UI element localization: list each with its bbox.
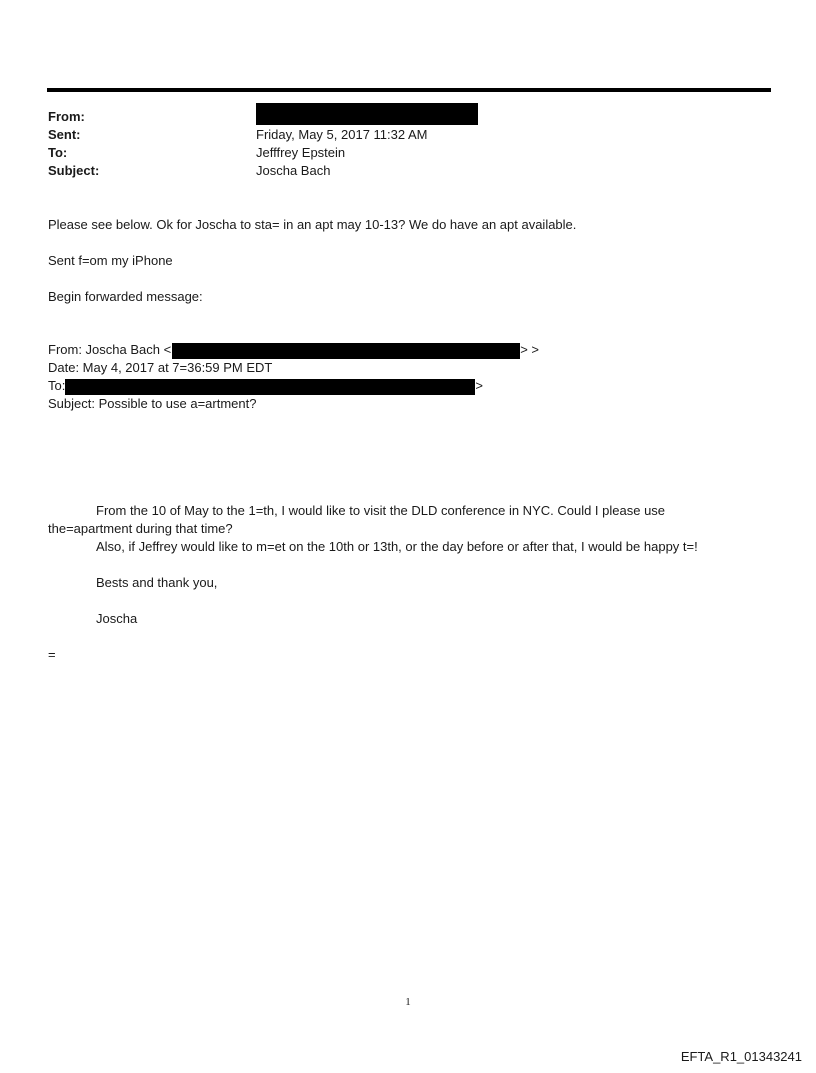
message-p2: Also, if Jeffrey would like to m=et on the 10th or 13th, or the day before or after that, I would be happy t=!: [96, 539, 698, 554]
forwarded-from-prefix: From: Joscha Bach <: [48, 342, 172, 357]
forwarded-subject: Subject: Possible to use a=artment?: [48, 396, 257, 411]
forwarded-to: [48, 377, 483, 395]
forwarded-from-redaction: [172, 343, 520, 359]
body-line-3: Begin forwarded message:: [48, 289, 203, 304]
message-closing: Bests and thank you,: [96, 575, 218, 590]
from-label: From:: [48, 109, 85, 124]
sent-label: Sent:: [48, 127, 81, 142]
forwarded-to-prefix: To:: [48, 378, 66, 393]
message-p1-line1: From the 10 of May to the 1=th, I would like to visit the DLD conference in NYC. Could I please use: [96, 503, 666, 518]
header-rule: [47, 88, 771, 92]
message-p1-line2: the=apartment during that time?: [48, 521, 233, 536]
message-signature: Joscha: [96, 611, 138, 626]
page-number: 1: [405, 996, 411, 1008]
sent-value: Friday, May 5, 2017 11:32 AM: [256, 127, 428, 142]
from-value-redacted: [256, 103, 478, 125]
forwarded-to-suffix: >: [475, 378, 483, 393]
forwarded-from: [48, 341, 539, 359]
forwarded-date: Date: May 4, 2017 at 7=36:59 PM EDT: [48, 360, 273, 375]
body-line-1: Please see below. Ok for Joscha to sta= in an apt may 10-13? We do have an apt available.: [48, 217, 577, 232]
bates-number: EFTA_R1_01343241: [680, 1049, 802, 1064]
to-value: Jefffrey Epstein: [256, 145, 346, 160]
subject-label: Subject:: [48, 163, 100, 178]
body-line-2: Sent f=om my iPhone: [48, 253, 173, 268]
forwarded-to-redaction: [65, 379, 475, 395]
to-label: To:: [48, 145, 68, 160]
subject-value: Joscha Bach: [256, 163, 331, 178]
forwarded-from-suffix: > >: [520, 342, 539, 357]
message-trailer: =: [48, 647, 56, 662]
